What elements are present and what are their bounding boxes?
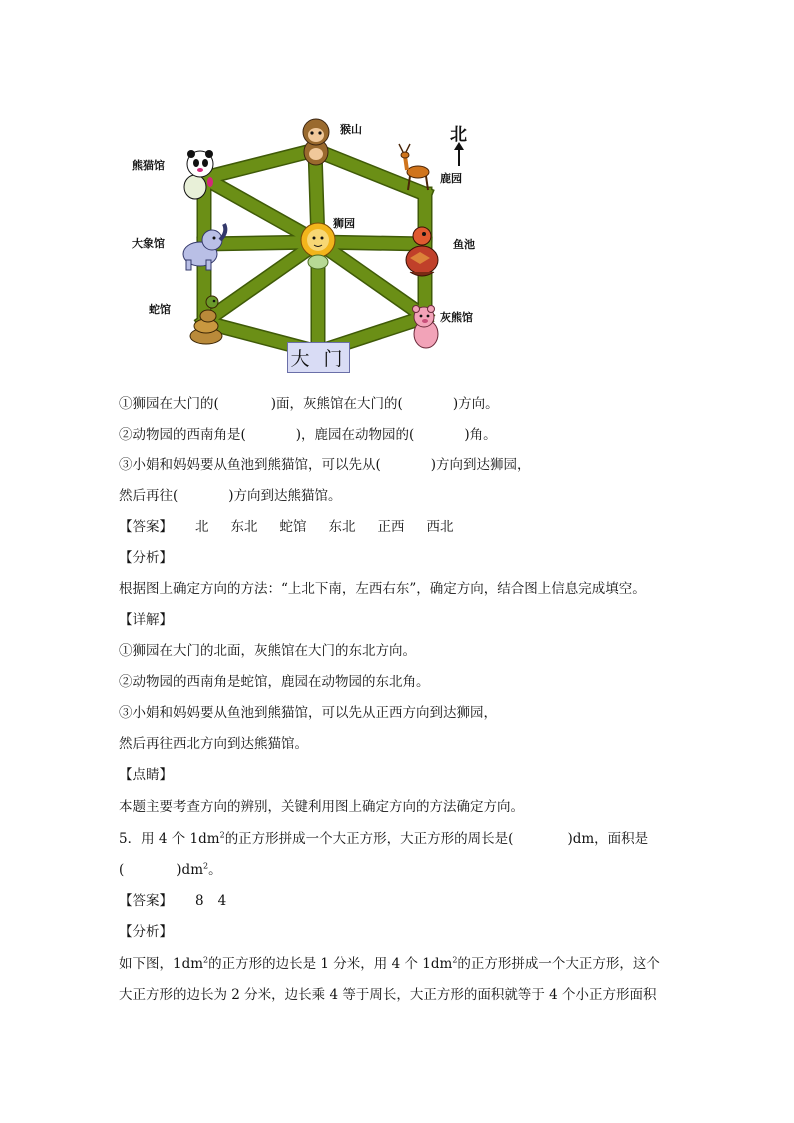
q4-part3b: 然后再往( )方向到达熊猫馆。 [119, 488, 342, 504]
q5-answer-item: 8 [195, 893, 204, 909]
detail-line: 然后再往西北方向到达熊猫馆。 [119, 736, 308, 752]
answer-item: 北 [195, 519, 209, 535]
north-label: 北 [450, 125, 467, 145]
analysis-text: 根据图上确定方向的方法：“上北下南，左西右东”，确定方向，结合图上信息完成填空。 [119, 581, 646, 597]
zoo-map [120, 112, 490, 380]
answer-item: 西北 [426, 519, 454, 535]
q5-answer-item: 4 [217, 893, 227, 909]
label-panda: 熊猫馆 [132, 159, 165, 172]
q4-part2: ②动物园的西南角是( )，鹿园在动物园的( )角。 [119, 427, 497, 443]
answer-item: 东北 [328, 519, 356, 535]
label-elephant: 大象馆 [132, 237, 165, 250]
answer-item: 蛇馆 [279, 519, 307, 535]
label-monkey: 猴山 [340, 123, 362, 136]
label-bear: 灰熊馆 [440, 311, 473, 324]
q5-line2: ( )$dm^2$。 [119, 861, 222, 878]
monkey-icon [303, 119, 329, 165]
dianjing-label: 【点睛】 [119, 767, 173, 783]
q5-analysis-line2: 大正方形的边长为 2 分米，边长乘 4 等于周长，大正方形的面积就等于 4 个小正方形面积 [119, 987, 657, 1003]
answer-item: 东北 [230, 519, 258, 535]
answer-row [119, 517, 454, 537]
label-snake: 蛇馆 [149, 303, 171, 316]
detail-line: ①狮园在大门的北面，灰熊馆在大门的东北方向。 [119, 643, 416, 659]
q5-answer-row [119, 891, 226, 911]
q5-answer-label: 【答案】 [119, 893, 173, 909]
lion-icon [301, 223, 335, 269]
detail-label: 【详解】 [119, 612, 173, 628]
q4-part3: ③小娟和妈妈要从鱼池到熊猫馆，可以先从( )方向到达狮园， [119, 457, 531, 473]
q5-line1: 5．用 4 个 $1dm^2$的正方形拼成一个大正方形，大正方形的周长是( )dm，面积是 [119, 830, 649, 847]
north-arrow-icon [454, 142, 464, 166]
analysis-label: 【分析】 [119, 550, 173, 566]
answer-label: 【答案】 [119, 519, 173, 535]
q5-analysis-label: 【分析】 [119, 924, 173, 940]
zoo-paths [120, 112, 490, 380]
dianjing-text: 本题主要考查方向的辨别，关键利用图上确定方向的方法确定方向。 [119, 799, 524, 815]
label-lion: 狮园 [333, 217, 355, 230]
label-deer: 鹿园 [440, 172, 462, 185]
detail-line: ②动物园的西南角是蛇馆，鹿园在动物园的东北角。 [119, 674, 430, 690]
detail-line: ③小娟和妈妈要从鱼池到熊猫馆，可以先从正西方向到达狮园， [119, 705, 497, 721]
gate-box: 大 门 [287, 342, 350, 373]
answer-item: 正西 [377, 519, 405, 535]
bear-icon [413, 306, 439, 349]
q4-part1: ①狮园在大门的( )面，灰熊馆在大门的( )方向。 [119, 396, 499, 412]
q5-analysis-line1: 如下图，$1dm^2$的正方形的边长是 1 分米，用 4 个 $1dm^2$的正方形拼成一个大正方形，这个 [119, 955, 660, 972]
fish-icon [406, 227, 438, 276]
label-fish: 鱼池 [453, 238, 475, 251]
